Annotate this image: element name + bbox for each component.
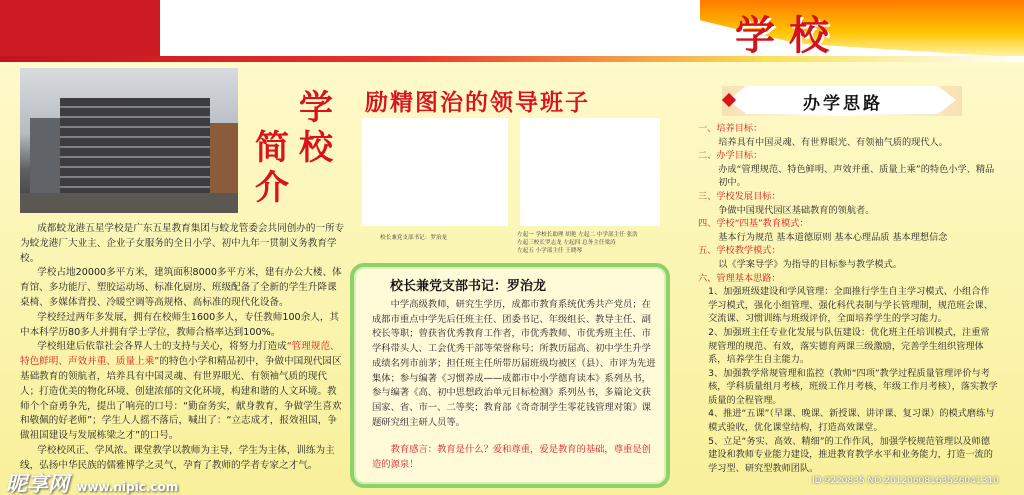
- leadership-title: 励精图治的领导班子: [365, 89, 590, 116]
- philosophy-heading: 六、管理基本思路：: [698, 272, 781, 284]
- header-stripe: [0, 56, 1024, 62]
- intro-text: [20, 222, 345, 474]
- intro-title-char: 校: [299, 128, 333, 168]
- photo-side-building: [210, 123, 238, 193]
- caption-line: 左起一 学校长助理 胡艳 左起二 中学部主任 张浩: [517, 232, 638, 238]
- philosophy-heading: 三、学校发展目标：: [698, 190, 781, 202]
- intro-paragraph: 学校校风正、学风浓。课堂教学以教师为主导，学生为主体，训练为主线，弘扬中华民族的儒雅博学之灵气，孕育了教师的学者专家之才气。: [20, 444, 335, 471]
- intro-paragraph: 学校占地20000多平方米，建筑面积8000多平方米，建有办公大楼、体育馆、多功能厅、塑胶运动场、标准化厨房、班级配备了全新的学生升降课桌椅、多媒体背投、冷暖空调等高规格、高标准的现代化设备。: [20, 267, 342, 308]
- intro-title: [247, 80, 347, 210]
- header-red-block: [0, 0, 160, 58]
- caption-line: 左起三校长罗志龙 左起四 总务主任梁涛: [517, 240, 616, 246]
- photo-main-building: [60, 98, 210, 193]
- principal-bio: [372, 298, 657, 430]
- principal-motto: 教育感言：教育是什么？爱和尊重，爱是教育的基础，尊重是创造的源泉！: [372, 444, 651, 470]
- principal-photo-caption: 校长兼党支部书记：罗治龙: [380, 235, 448, 241]
- intro-title-char: 学: [299, 88, 333, 128]
- watermark-brand: [6, 468, 178, 495]
- principal-photo-placeholder: [362, 118, 508, 226]
- philosophy-heading: 五、学校教学模式：: [698, 245, 781, 257]
- principal-bio-text: 中学高级教师，研究生学历，成都市教育系统优秀共产党员；在成都市重点中学先后任班主任、团委书记、年级组长、教导主任、副校长等职；曾获省优秀教育工作者，市优秀教师、市优秀班主任、市学科带头人、工会优秀干部等荣誉称号；所教历届高、初中学生升学成绩名列市前茅；担任班主任所带历届班级均被区（县）、市评为先进集体；参与编著《习惯养成——成都市中小学德育读本》系列丛书，参与编著《高、初中思想政治单元目标检测》系列丛书，多篇论文获国家、省、市一、二等奖；教育部《奇奇制学生零花钱管理对策》课题研究组主研人员等。: [372, 299, 656, 428]
- philosophy-item: 4、推进“五课”（早课、晚课、新授课、讲评课、复习课）的模式磨练与模式验收，优化课堂结构，打造高效课堂。: [708, 408, 995, 434]
- philosophy-body: 基本行为规范 基本道德原则 基本心理品质 基本理想信念: [718, 231, 948, 243]
- team-photo-caption: [517, 231, 687, 255]
- philosophy-text: [698, 122, 998, 475]
- caption-line: 左起五 小学部主任 王晓琴: [517, 248, 583, 254]
- header-banner: [0, 0, 1024, 62]
- intro-title-char: 介: [255, 168, 289, 208]
- header-title: 学校: [735, 12, 843, 59]
- principal-title: 校长兼党支部书记：罗治龙: [390, 279, 547, 294]
- philosophy-item: 5、立足“务实、高效、精细”的工作作风，加强学校规范管理以及师德建设和教师专业能力建设，推进教育教学水平和业务能力，打造一流的学习型、研究型教师团队。: [708, 435, 993, 474]
- philosophy-body: 以《学案导学》为指导的目标参与教学模式。: [718, 258, 902, 270]
- watermark-id: ID:9220835 NO:20120608163526041310: [812, 476, 999, 486]
- philosophy-body: 争做中国现代园区基础教育的领航者。: [718, 204, 875, 216]
- photo-tower: [30, 118, 60, 198]
- philosophy-body: 办成“管理规范、特色鲜明、声效并重、质量上乘”的特色小学、精品初中。: [718, 163, 995, 189]
- watermark-site: www.nipic.com: [76, 480, 179, 494]
- intro-p4-after: 的特色小学和精品初中，争做中国现代园区基础教育的领航者，培养具有中国灵魂、有世界眼光、有领袖气质的现代人；打造优美的物化环境、创建浓郁的文化环境，构建和谐的人文环境。教师个个奋勇争先，提出了响亮的口号：“勤奋务实，献身教育，争做学生喜欢和敬佩的好老师”；学生人人摇不落后，喊出了：“立志成才，报效祖国，争做祖国建设与发展栋梁之才”的口号。: [20, 356, 342, 442]
- team-photo-placeholder: [520, 118, 660, 226]
- philosophy-item: 2、加强班主任专业化发展与队伍建设：优化班主任培训模式，注重常规管理的规范、有效，落实德育两课三级激励，完善学生组织管理体系，培养学生自主能力。: [708, 326, 990, 366]
- philosophy-body: 培养具有中国灵魂、有世界眼光、有领袖气质的现代人。: [718, 136, 948, 148]
- school-building-photo: [20, 68, 238, 213]
- intro-p4-before: 学校组建后依靠社会各界人士的支持与关心，将努力打造成: [37, 341, 287, 353]
- watermark-brand-text: 昵享网: [6, 472, 69, 495]
- intro-p4-highlight: “管理规范、特色鲜明、声效并重、质量上乘”: [20, 341, 340, 368]
- intro-title-char: 简: [255, 128, 289, 168]
- intro-paragraph: [20, 340, 345, 444]
- intro-paragraph: 成都蛟龙港五星学校是广东五星教育集团与蛟龙管委会共同创办的一所专为蛟龙港厂大业主、企业子女服务的全日小学、初中九年一贯制义务教育学校。: [20, 223, 345, 264]
- philosophy-heading: 二、办学目标：: [698, 150, 763, 162]
- philosophy-item: 3、加强教学常规管理和监控（教师“四项”教学过程质量管理评价与考核，学科质量组月考核，班级工作月考核，年级工作月考核），落实教学质量的全程管理。: [708, 367, 998, 406]
- intro-paragraph: 学校经过两年多发展，拥有在校师生1600多人，专任教师100余人，其中本科学历80多人并拥有学士学位，教师合格率达到100%。: [20, 311, 340, 338]
- philosophy-heading: 一、培养目标：: [698, 123, 763, 134]
- philosophy-item: 1、加强班级建设和学风管理：全面推行学生自主学习模式、小组合作学习模式，强化小组管理、强化科代表制与学长管理制，规范班会课、交流课、习惯训练与班级评价，全面培养学生的学习能力。: [708, 286, 993, 325]
- philosophy-title: 办学思路: [748, 89, 938, 114]
- photo-ground: [20, 193, 238, 213]
- philosophy-heading: 四、学校“四基”教育模式：: [698, 218, 809, 230]
